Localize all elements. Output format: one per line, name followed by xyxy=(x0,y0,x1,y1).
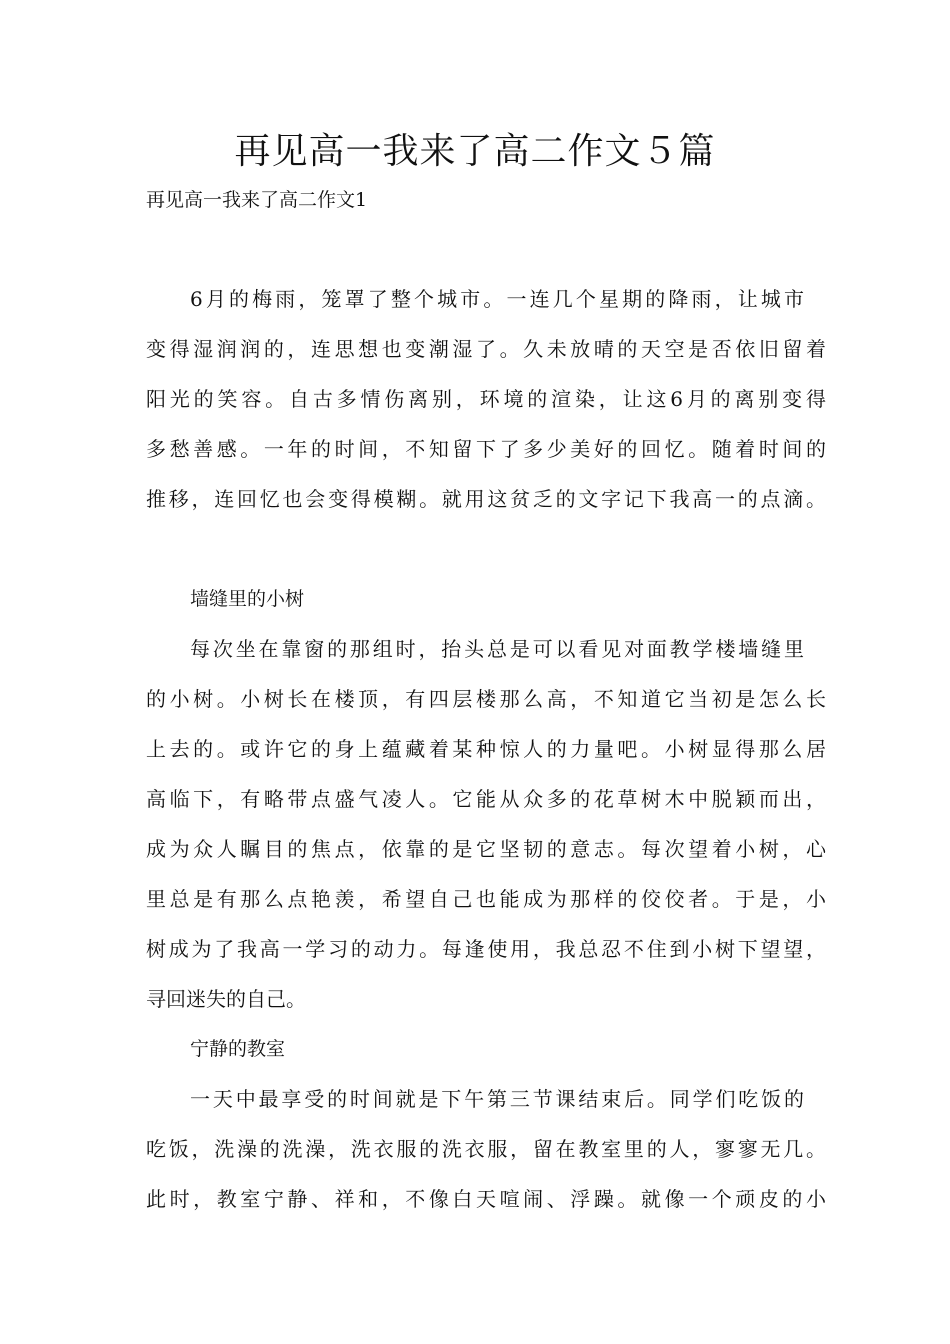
document-title: 再见高一我来了高二作文５篇 xyxy=(234,131,716,172)
paragraph-line: 里总是有那么点艳羡，希望自己也能成为那样的佼佼者。于是，小 xyxy=(146,887,826,911)
paragraph-line: 上去的。或许它的身上蕴藏着某种惊人的力量吧。小树显得那么居 xyxy=(146,737,826,761)
paragraph-line: 的小树。小树长在楼顶，有四层楼那么高，不知道它当初是怎么长 xyxy=(146,687,826,711)
paragraph-line: 树成为了我高一学习的动力。每逢使用，我总忍不住到小树下望望， xyxy=(146,937,826,961)
paragraph-line: 变得湿润润的，连思想也变潮湿了。久未放晴的天空是否依旧留着 xyxy=(146,337,826,361)
section-heading: 宁静的教室 xyxy=(190,1038,286,1060)
paragraph-line: 寻回迷失的自己。 xyxy=(146,987,306,1011)
document-subtitle: 再见高一我来了高二作文1 xyxy=(146,189,368,211)
paragraph-line: 此时，教室宁静、祥和，不像白天喧闹、浮躁。就像一个顽皮的小 xyxy=(146,1187,826,1211)
paragraph-line: 吃饭，洗澡的洗澡，洗衣服的洗衣服，留在教室里的人，寥寥无几。 xyxy=(146,1137,826,1161)
paragraph-line: 推移，连回忆也会变得模糊。就用这贫乏的文字记下我高一的点滴。 xyxy=(146,487,826,511)
paragraph-line: 多愁善感。一年的时间，不知留下了多少美好的回忆。随着时间的 xyxy=(146,437,826,461)
paragraph-line: 一天中最享受的时间就是下午第三节课结束后。同学们吃饭的 xyxy=(190,1087,804,1111)
paragraph-line: 每次坐在靠窗的那组时，抬头总是可以看见对面教学楼墙缝里 xyxy=(190,637,804,661)
section-heading: 墙缝里的小树 xyxy=(190,588,305,610)
paragraph-line: 6月的梅雨，笼罩了整个城市。一连几个星期的降雨，让城市 xyxy=(190,287,804,311)
paragraph-line: 成为众人瞩目的焦点，依靠的是它坚韧的意志。每次望着小树，心 xyxy=(146,837,826,861)
paragraph-line: 高临下，有略带点盛气凌人。它能从众多的花草树木中脱颖而出， xyxy=(146,787,826,811)
paragraph-line: 阳光的笑容。自古多情伤离别，环境的渲染，让这6月的离别变得 xyxy=(146,387,826,411)
